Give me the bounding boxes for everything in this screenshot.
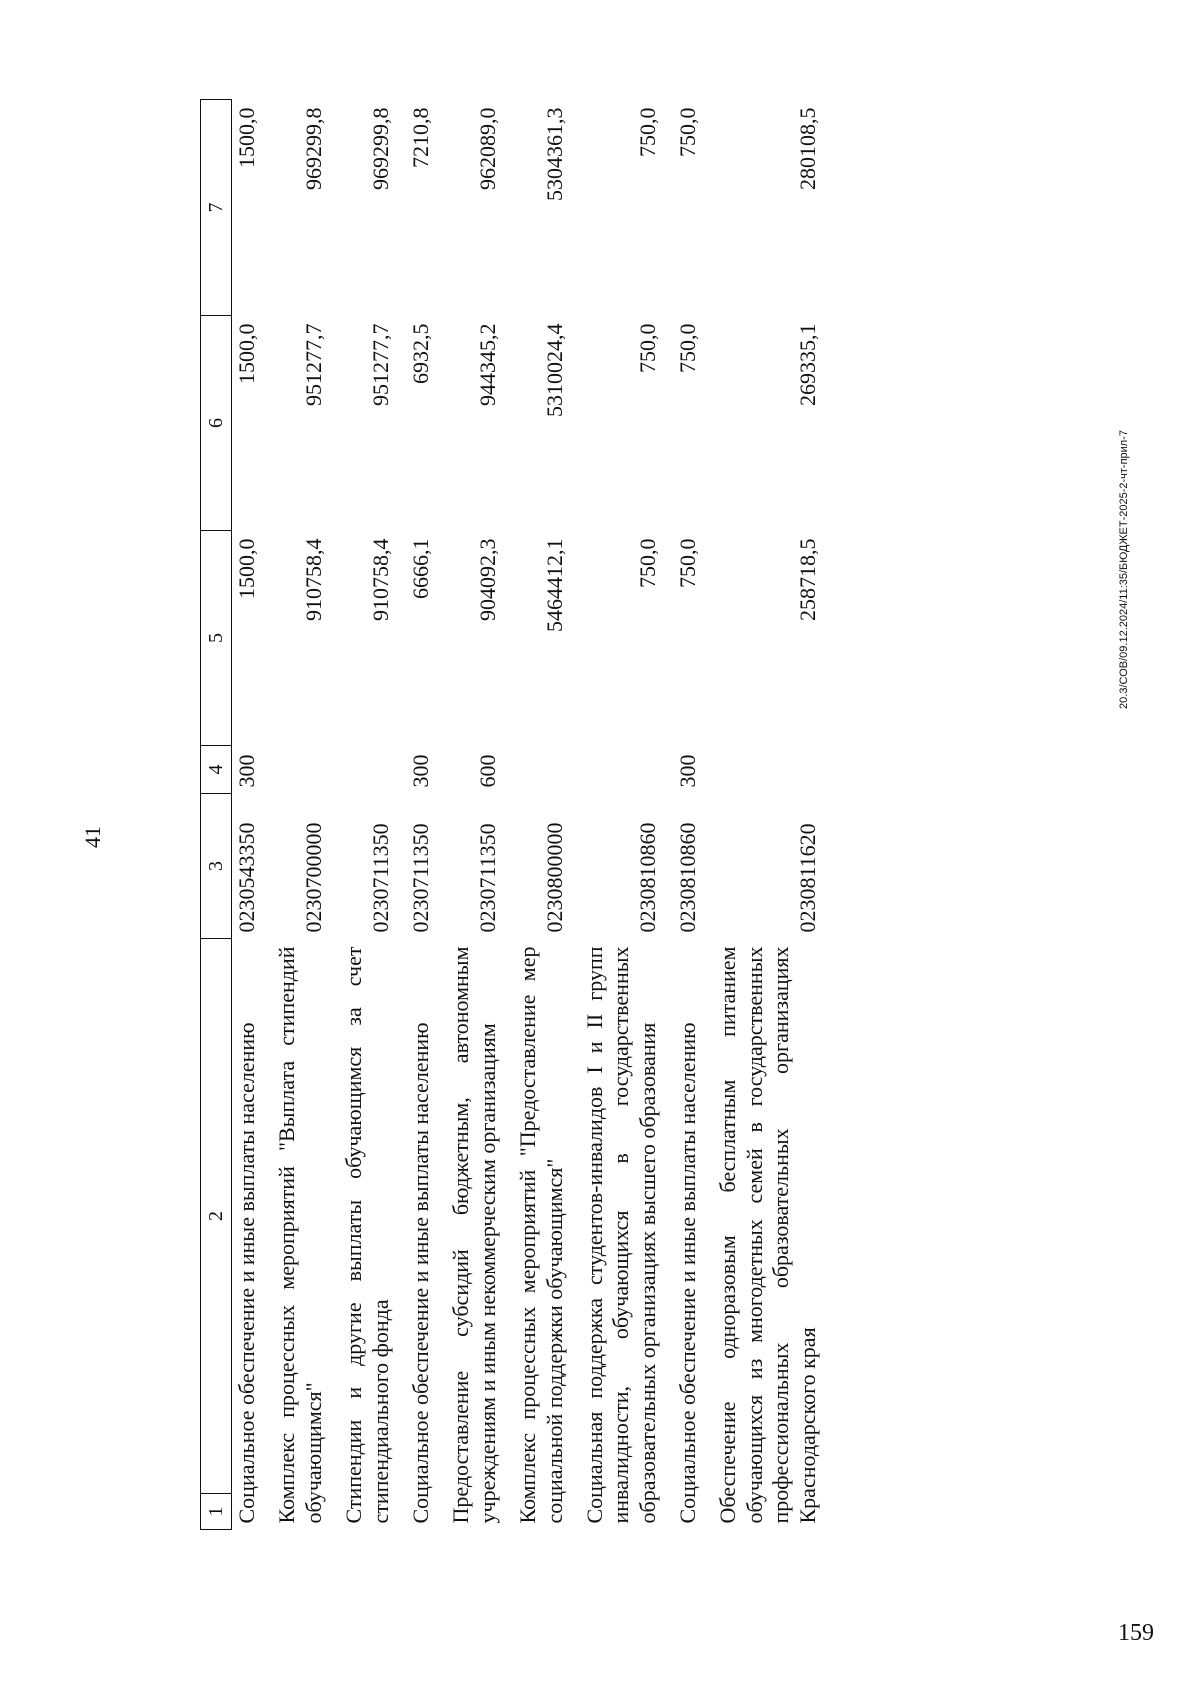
row-value-6: 750,0 — [634, 323, 660, 373]
row-value-7: 5304361,3 — [541, 107, 567, 201]
header-col-5: 5 — [201, 531, 232, 746]
row-value-6: 1500,0 — [234, 323, 259, 384]
budget-table — [200, 99, 825, 1530]
row-name: Социальное обеспечение и иные выплаты населению — [675, 1022, 701, 1524]
table-row — [398, 100, 438, 1530]
table-row — [505, 100, 572, 1530]
row-value-7: 280108,5 — [794, 107, 820, 190]
row-value-7: 7210,8 — [407, 107, 433, 168]
row-vr — [572, 746, 665, 794]
row-code: 0230810860 — [675, 822, 701, 933]
row-value-5: 910758,4 — [300, 538, 326, 621]
document-footer-code: 20.3/СОВ/09.12.2024/11:35/БЮДЖЕТ-2025-2-чт-прил-7 — [1118, 430, 1130, 709]
row-code: 0230711350 — [474, 823, 500, 933]
table-header-row — [201, 100, 232, 1530]
row-value-7: 1500,0 — [234, 107, 259, 168]
row-value-5: 258718,5 — [794, 538, 820, 621]
row-name: Социальная поддержка студентов-инвалидов I и II групп инвалидности, обучающихся в государственных образовательных организациях высшего образования — [581, 946, 660, 1524]
row-value-7: 969299,8 — [367, 107, 393, 190]
page-number-top: 41 — [80, 826, 105, 848]
row-code: 0230810860 — [634, 822, 660, 933]
row-value-6: 951277,7 — [300, 323, 326, 406]
row-vr: 600 — [474, 754, 500, 788]
row-value-6: 269335,1 — [794, 323, 820, 406]
table-row — [438, 100, 505, 1530]
row-value-6: 6932,5 — [407, 323, 433, 384]
row-name: Стипендии и другие выплаты обучающимся за счет стипендиального фонда — [341, 946, 393, 1524]
row-value-7: 750,0 — [675, 107, 701, 157]
header-col-7: 7 — [201, 100, 232, 316]
row-value-7: 962089,0 — [474, 107, 500, 190]
row-vr: 300 — [675, 754, 701, 788]
row-value-6: 944345,2 — [474, 323, 500, 406]
row-code: 0230543350 — [234, 822, 259, 933]
table-row — [665, 100, 705, 1530]
row-vr — [331, 746, 398, 794]
row-value-6: 951277,7 — [367, 323, 393, 406]
row-value-6: 5310024,4 — [541, 323, 567, 417]
row-vr: 300 — [234, 754, 259, 788]
row-code: 0230700000 — [300, 822, 326, 933]
table-row — [331, 100, 398, 1530]
row-vr — [264, 746, 331, 794]
header-col-4: 4 — [201, 746, 232, 794]
table-row — [232, 100, 265, 1530]
row-value-7: 750,0 — [634, 107, 660, 157]
rotated-table-container — [200, 100, 1100, 1530]
row-value-5: 5464412,1 — [541, 538, 567, 632]
row-code: 0230711350 — [407, 823, 433, 933]
row-code: 0230711350 — [367, 823, 393, 933]
row-value-6: 750,0 — [675, 323, 701, 373]
page-number-bottom: 159 — [1118, 1620, 1154, 1646]
header-col-1: 1 — [201, 1494, 232, 1530]
row-value-5: 6666,1 — [407, 538, 433, 599]
row-value-7: 969299,8 — [300, 107, 326, 190]
table-row — [264, 100, 331, 1530]
table-row — [705, 100, 825, 1530]
row-vr: 300 — [407, 754, 433, 788]
row-vr — [705, 746, 825, 794]
row-name: Обеспечение одноразовым бесплатным питанием обучающихся из многодетных семей в государственных профессиональных образовательных организациях Краснодарского края — [715, 946, 820, 1524]
row-name: Социальное обеспечение и иные выплаты населению — [234, 1022, 259, 1524]
table-row — [572, 100, 665, 1530]
row-code: 0230800000 — [541, 822, 567, 933]
row-value-5: 910758,4 — [367, 538, 393, 621]
row-vr — [505, 746, 572, 794]
row-value-5: 1500,0 — [234, 538, 259, 599]
row-name: Предоставление субсидий бюджетным, автономным учреждениям и иным некоммерческим организациям — [448, 946, 500, 1524]
row-name: Социальное обеспечение и иные выплаты населению — [407, 1022, 433, 1524]
row-value-5: 750,0 — [675, 538, 701, 588]
header-col-2: 2 — [201, 939, 232, 1494]
row-name: Комплекс процессных мероприятий "Предоставление мер социальной поддержки обучающимся" — [515, 946, 567, 1524]
row-value-5: 904092,3 — [474, 538, 500, 621]
row-value-5: 750,0 — [634, 538, 660, 588]
header-col-6: 6 — [201, 316, 232, 531]
header-col-3: 3 — [201, 794, 232, 939]
row-name: Комплекс процессных мероприятий "Выплата стипендий обучающимся" — [274, 946, 326, 1524]
row-code: 0230811620 — [794, 823, 820, 933]
